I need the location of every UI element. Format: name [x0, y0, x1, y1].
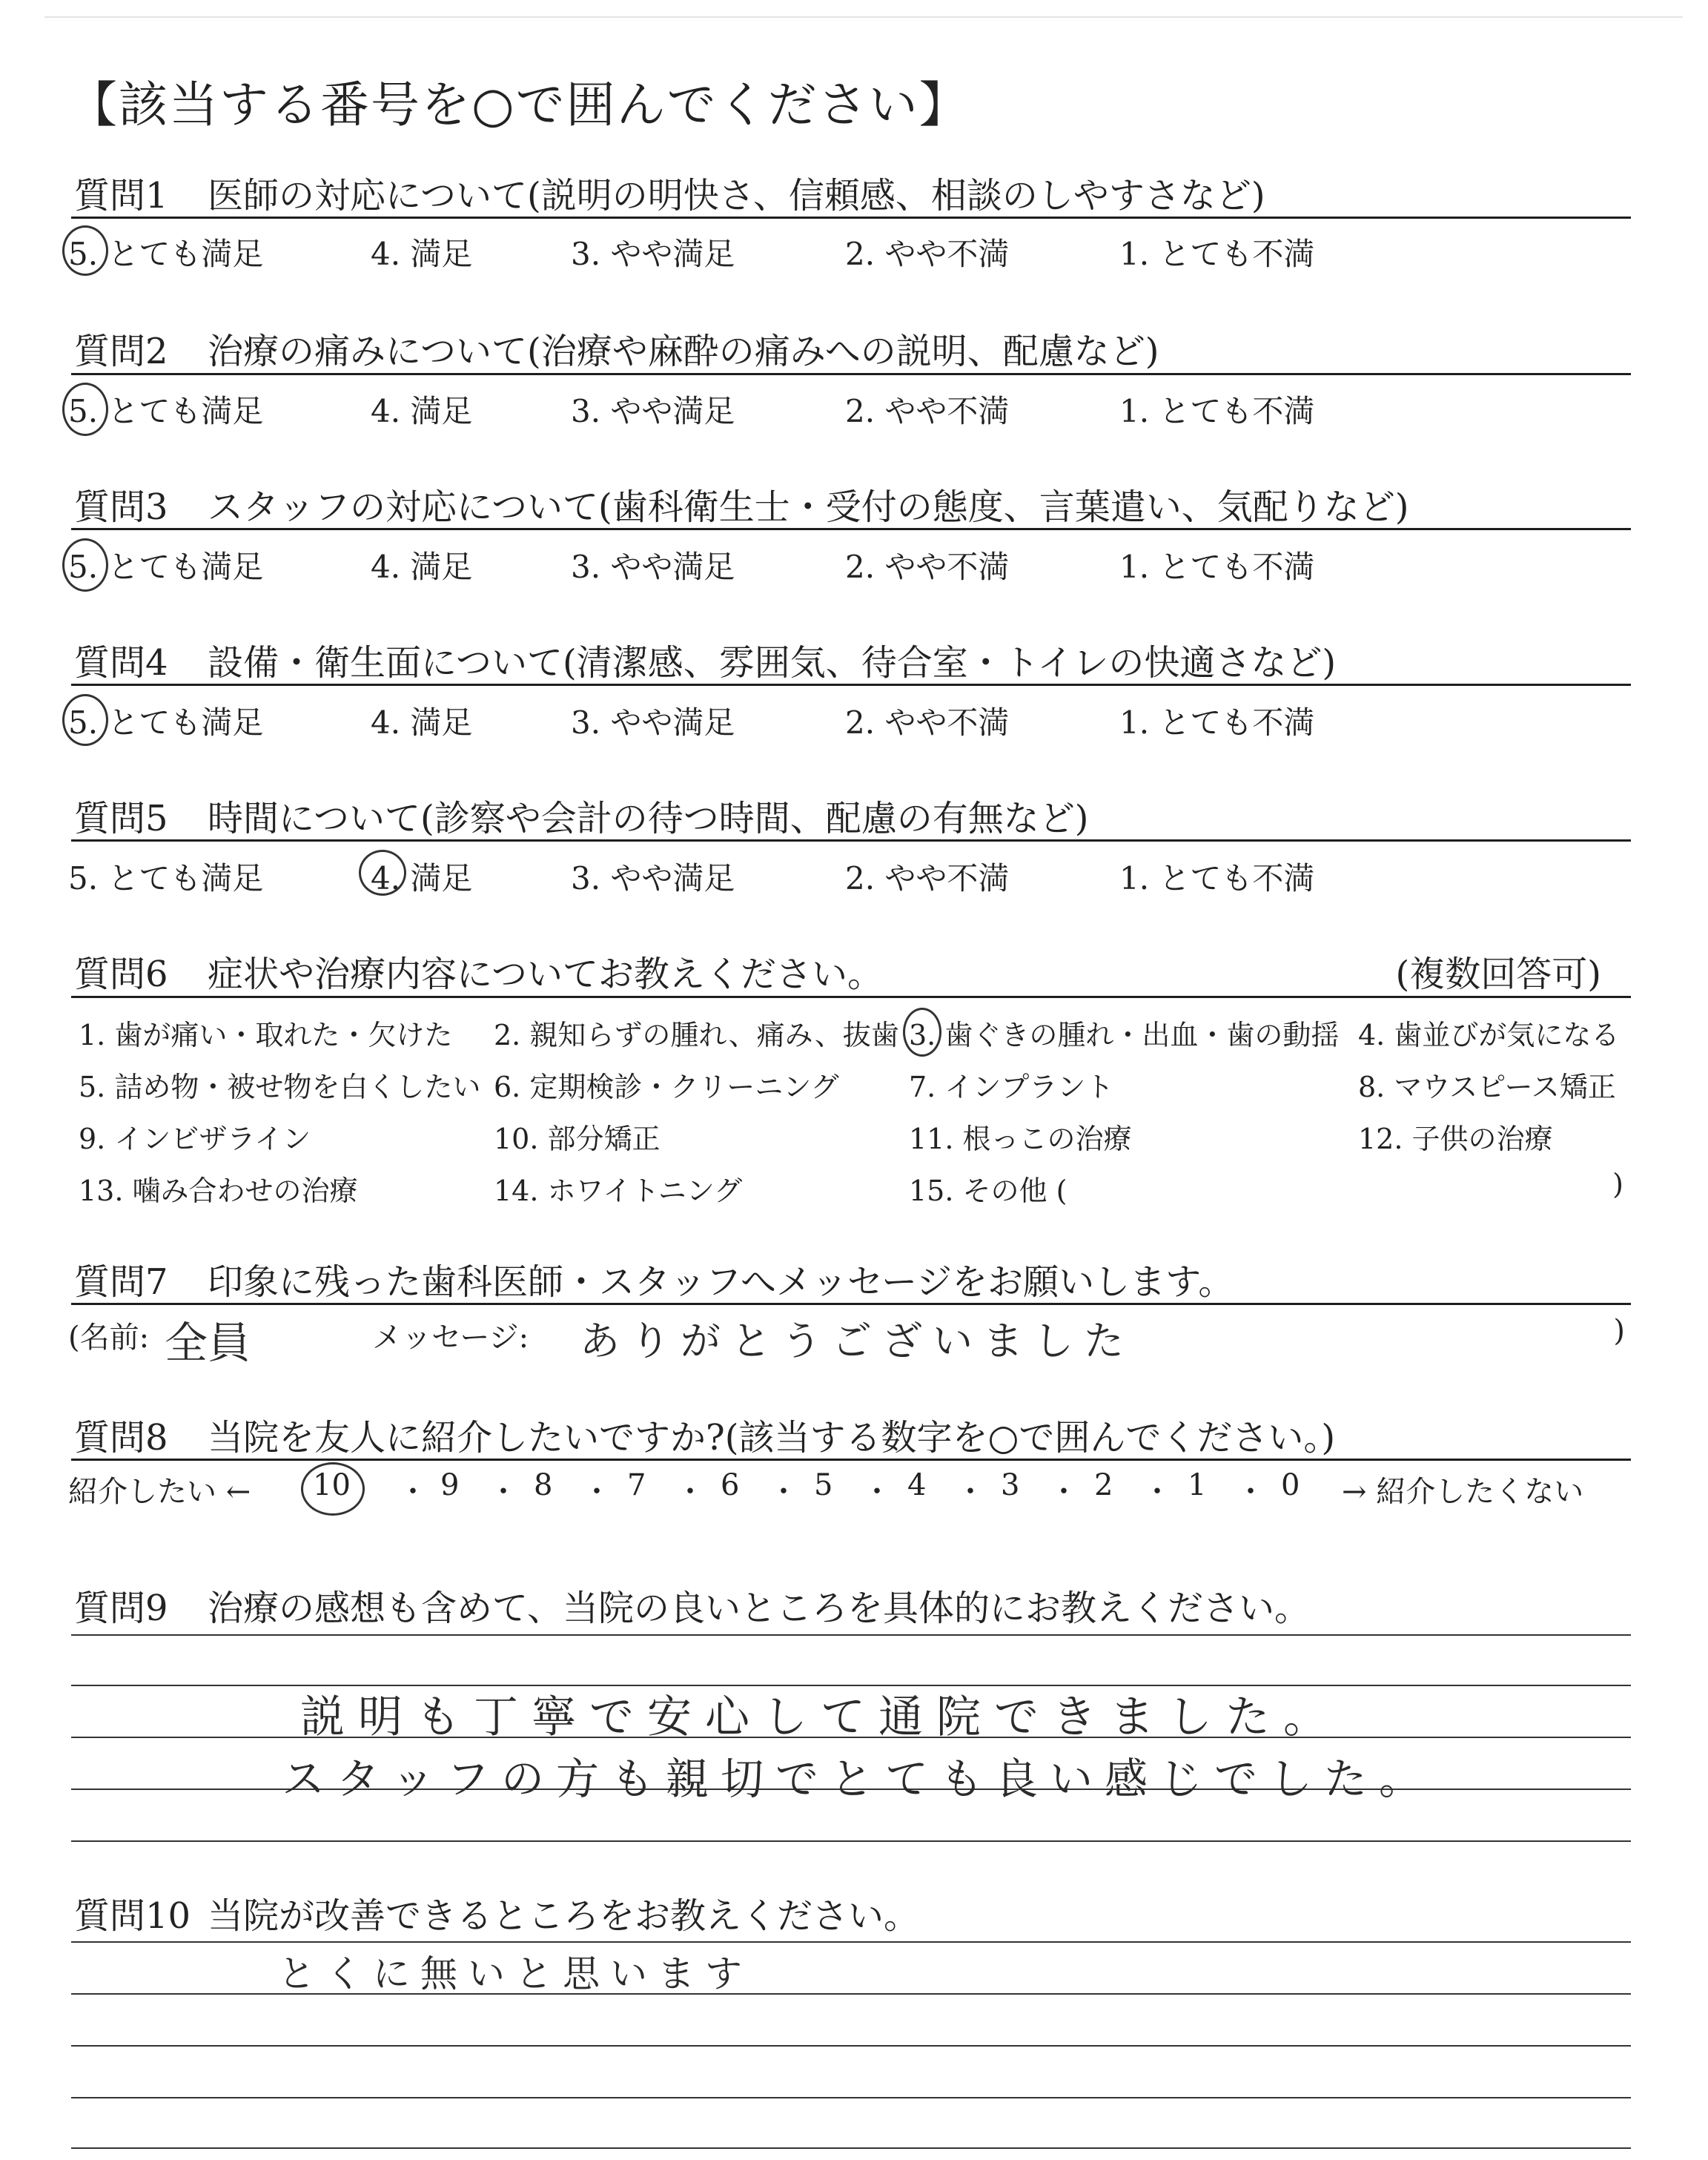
- question-text: 時間について(診察や会計の待つ時間、配慮の有無など): [208, 798, 1089, 839]
- question-2: [74, 323, 1631, 374]
- option-1[interactable]: 1. とても不満: [1119, 860, 1315, 896]
- question-text: 治療の痛みについて(治療や麻酔の痛みへの説明、配慮など): [208, 331, 1159, 372]
- question-rule: [71, 217, 1631, 219]
- question-number: 質問4: [74, 642, 168, 684]
- question-number: 質問10: [74, 1895, 191, 1937]
- option-5[interactable]: 5. とても満足: [68, 393, 264, 429]
- symptom-row: [74, 1116, 1631, 1160]
- scale-number[interactable]: 2: [1094, 1468, 1113, 1502]
- question-number: 質問3: [74, 486, 168, 528]
- symptom-option[interactable]: 7. インプラント: [909, 1071, 1114, 1103]
- rating-options[interactable]: [68, 543, 1551, 587]
- page-title: 【該当する番号を○で囲んでください】: [68, 76, 970, 133]
- option-2[interactable]: 2. やや不満: [845, 549, 1010, 585]
- selection-circle: [62, 694, 108, 746]
- scale-dot: ・: [1236, 1475, 1265, 1509]
- message-row: [68, 1314, 1632, 1366]
- scale-number[interactable]: 8: [534, 1468, 553, 1502]
- symptom-option[interactable]: 5. 詰め物・被せ物を白くしたい: [79, 1071, 481, 1103]
- top-divider: [44, 16, 1683, 18]
- option-3[interactable]: 3. やや満足: [571, 236, 735, 272]
- question-text: 医師の対応について(説明の明快さ、信頼感、相談のしやすさなど): [208, 175, 1265, 217]
- question-number: 質問8: [74, 1417, 168, 1459]
- question-text: 症状や治療内容についてお教えください。: [208, 954, 884, 995]
- answer-line: [71, 2147, 1631, 2149]
- question-3: [74, 478, 1631, 530]
- symptom-option[interactable]: 1. 歯が痛い・取れた・欠けた: [79, 1019, 453, 1051]
- symptom-row: [74, 1064, 1631, 1109]
- scale-left-label: 紹介したい ←: [68, 1475, 251, 1509]
- option-5[interactable]: 5. とても満足: [68, 860, 264, 896]
- scale-number[interactable]: 4: [907, 1468, 927, 1502]
- symptom-option[interactable]: 14. ホワイトニング: [494, 1175, 743, 1207]
- option-2[interactable]: 2. やや不満: [845, 393, 1010, 429]
- rating-options[interactable]: [68, 854, 1551, 899]
- symptom-option[interactable]: 12. 子供の治療: [1358, 1123, 1553, 1155]
- question-rule: [71, 1303, 1631, 1305]
- rating-options[interactable]: [68, 387, 1551, 432]
- option-2[interactable]: 2. やや不満: [845, 704, 1010, 741]
- scale-dot: ・: [862, 1475, 892, 1509]
- answer-line: [71, 2097, 1631, 2098]
- question-rule: [71, 528, 1631, 530]
- answer-line: [71, 2045, 1631, 2047]
- scale-number[interactable]: 3: [1001, 1468, 1020, 1502]
- selection-circle: [903, 1008, 941, 1057]
- option-1[interactable]: 1. とても不満: [1119, 549, 1315, 585]
- question-text: スタッフの対応について(歯科衛生士・受付の態度、言葉遣い、気配りなど): [208, 486, 1409, 528]
- scale-dot: ・: [489, 1475, 518, 1509]
- symptom-option[interactable]: 8. マウスピース矯正: [1358, 1071, 1616, 1103]
- scale-number[interactable]: 1: [1188, 1468, 1207, 1502]
- name-value[interactable]: 全員: [165, 1318, 251, 1368]
- option-4[interactable]: 4. 満足: [371, 860, 473, 896]
- scale-dot: ・: [582, 1475, 612, 1509]
- symptom-row: [74, 1168, 1631, 1212]
- scale-dot: ・: [398, 1475, 428, 1509]
- option-4[interactable]: 4. 満足: [371, 393, 473, 429]
- option-5[interactable]: 5. とても満足: [68, 236, 264, 272]
- question-text: 印象に残った歯科医師・スタッフへメッセージをお願いします。: [208, 1261, 1234, 1303]
- question-number: 質問7: [74, 1261, 168, 1303]
- scale-number[interactable]: 9: [440, 1468, 460, 1502]
- symptom-row: [74, 1012, 1631, 1057]
- selection-circle: [301, 1462, 365, 1516]
- option-4[interactable]: 4. 満足: [371, 549, 473, 585]
- option-3[interactable]: 3. やや満足: [571, 704, 735, 741]
- option-2[interactable]: 2. やや不満: [845, 860, 1010, 896]
- symptom-option[interactable]: 9. インビザライン: [79, 1123, 311, 1155]
- symptom-option[interactable]: 10. 部分矯正: [494, 1123, 661, 1155]
- question-number: 質問2: [74, 331, 168, 372]
- name-label: (名前:: [68, 1321, 150, 1355]
- q10-answer[interactable]: とくに無いと思います: [278, 1952, 752, 1995]
- question-rule: [71, 684, 1631, 686]
- question-6: [74, 945, 1631, 997]
- question-rule: [71, 839, 1631, 842]
- message-close-paren: ): [1613, 1314, 1625, 1348]
- rating-options[interactable]: [68, 230, 1551, 274]
- option-4[interactable]: 4. 満足: [371, 704, 473, 741]
- symptom-option[interactable]: 13. 噛み合わせの治療: [79, 1175, 358, 1207]
- symptom-option[interactable]: 11. 根っこの治療: [909, 1123, 1132, 1155]
- option-5[interactable]: 5. とても満足: [68, 549, 264, 585]
- option-1[interactable]: 1. とても不満: [1119, 236, 1315, 272]
- symptom-option[interactable]: 2. 親知らずの腫れ、痛み、抜歯: [494, 1019, 899, 1051]
- question-rule: [71, 373, 1631, 375]
- option-3[interactable]: 3. やや満足: [571, 860, 735, 896]
- scale-number[interactable]: 7: [627, 1468, 646, 1502]
- question-1: [74, 167, 1631, 219]
- scale-dot: ・: [1142, 1475, 1172, 1509]
- option-3[interactable]: 3. やや満足: [571, 393, 735, 429]
- option-4[interactable]: 4. 満足: [371, 236, 473, 272]
- question-number: 質問1: [74, 175, 168, 217]
- option-5[interactable]: 5. とても満足: [68, 704, 264, 741]
- other-close-paren: ): [1612, 1168, 1623, 1200]
- rating-options[interactable]: [68, 698, 1551, 743]
- question-4: [74, 634, 1631, 686]
- selection-circle: [62, 383, 108, 436]
- scale-dot: ・: [956, 1475, 985, 1509]
- scale-right-label: → 紹介したくない: [1342, 1475, 1584, 1509]
- q9-answer-line-2[interactable]: スタッフの方も親切でとても良い感じでした。: [282, 1754, 1434, 1804]
- answer-line: [71, 1941, 1631, 1943]
- question-number: 質問6: [74, 954, 168, 995]
- selection-circle: [62, 225, 108, 276]
- message-label: メッセージ:: [372, 1321, 529, 1355]
- q9-answer-line-1[interactable]: 説明も丁寧で安心して通院できました。: [300, 1691, 1341, 1743]
- scale-number[interactable]: 5: [814, 1468, 833, 1502]
- selection-circle: [359, 850, 406, 896]
- question-rule: [71, 996, 1631, 998]
- question-number: 質問5: [74, 798, 168, 839]
- answer-line: [71, 1840, 1631, 1842]
- question-rule: [71, 1459, 1631, 1461]
- scale-number[interactable]: 0: [1281, 1468, 1300, 1502]
- option-1[interactable]: 1. とても不満: [1119, 393, 1315, 429]
- message-value[interactable]: ありがとうございました: [580, 1318, 1134, 1364]
- selection-circle: [62, 538, 108, 592]
- question-number: 質問9: [74, 1588, 168, 1629]
- question-7: [74, 1253, 1631, 1305]
- scale-number[interactable]: 6: [721, 1468, 740, 1502]
- question-9: [74, 1579, 1631, 1631]
- symptom-option[interactable]: 6. 定期検診・クリーニング: [494, 1071, 839, 1103]
- multiple-answers-note: (複数回答可): [1395, 954, 1601, 995]
- scale-dot: ・: [675, 1475, 705, 1509]
- scale-dot: ・: [1049, 1475, 1079, 1509]
- question-10: [74, 1887, 1631, 1939]
- scale-dot: ・: [769, 1475, 798, 1509]
- question-8: [74, 1409, 1631, 1461]
- question-text: 当院を友人に紹介したいですか?(該当する数字を○で囲んでください。): [208, 1417, 1336, 1459]
- option-3[interactable]: 3. やや満足: [571, 549, 735, 585]
- option-1[interactable]: 1. とても不満: [1119, 704, 1315, 741]
- symptom-option[interactable]: 4. 歯並びが気になる: [1358, 1019, 1620, 1051]
- question-text: 当院が改善できるところをお教えください。: [208, 1895, 920, 1937]
- option-2[interactable]: 2. やや不満: [845, 236, 1010, 272]
- answer-line: [71, 1634, 1631, 1636]
- question-5: [74, 790, 1631, 842]
- symptom-option[interactable]: 15. その他 (: [909, 1175, 1068, 1207]
- scale-number[interactable]: 10: [313, 1468, 351, 1502]
- symptom-option[interactable]: 3. 歯ぐきの腫れ・出血・歯の動揺: [909, 1019, 1340, 1051]
- question-text: 設備・衛生面について(清潔感、雰囲気、待合室・トイレの快適さなど): [208, 642, 1337, 684]
- referral-scale: [68, 1468, 1640, 1513]
- question-text: 治療の感想も含めて、当院の良いところを具体的にお教えください。: [208, 1588, 1311, 1629]
